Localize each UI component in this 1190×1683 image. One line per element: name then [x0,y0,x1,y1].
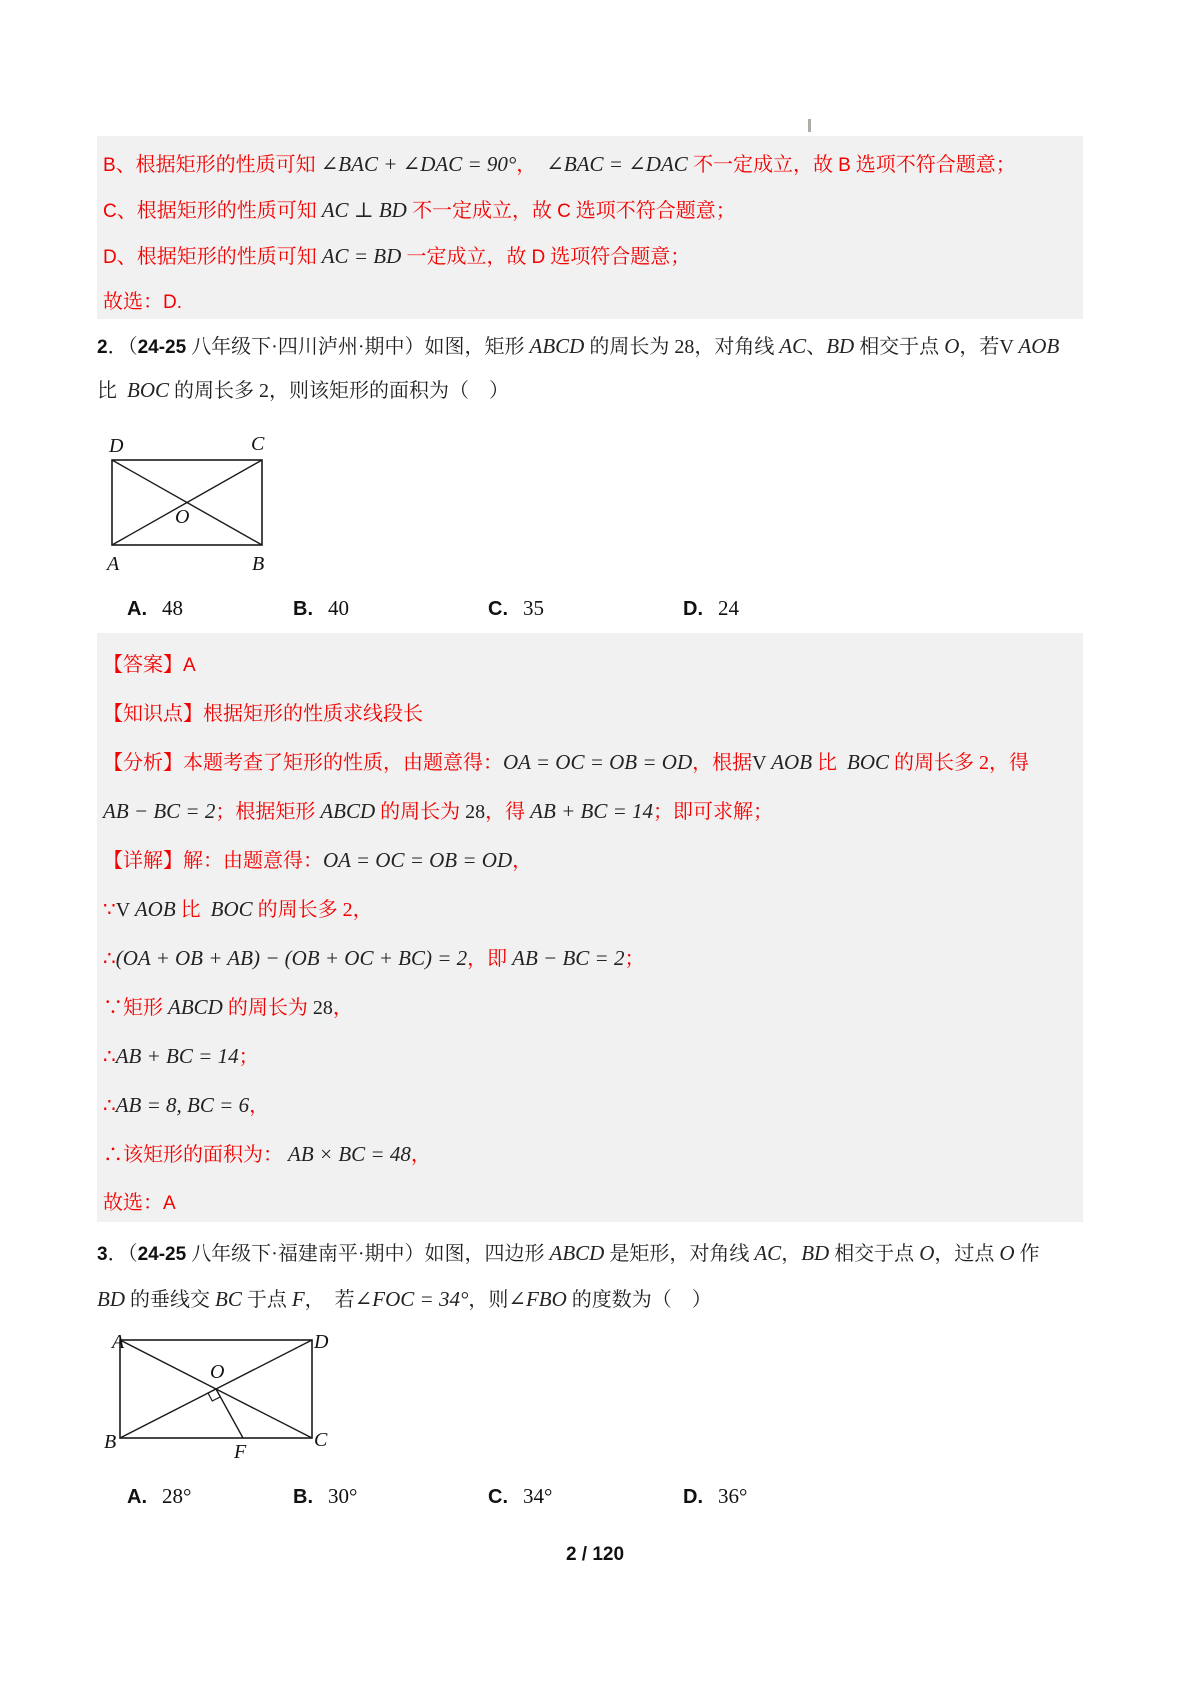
text-segment: BD [826,334,855,358]
text-segment: ，根据 [692,752,753,774]
text-segment: AB + BC = 14 [115,1044,239,1068]
option-value: 34° [523,1484,553,1508]
question-line [97,1277,1172,1323]
text-segment: O [944,334,960,358]
text-segment: BOC [210,897,253,921]
text-segment: 八年级下·四川泸州·期中）如图，矩形 [186,336,530,358]
text-segment: ； [624,948,645,970]
text-segment: 的周长多 2，得 [889,752,1030,774]
text-segment: ABCD [320,799,376,823]
text-segment: BC [215,1287,242,1311]
vertex-label-c: C [314,1429,328,1451]
option-value: 28° [162,1484,192,1508]
option-value: 48 [162,596,183,620]
solution-line [103,142,1073,188]
question-2-figure [105,420,295,590]
text-segment: AB − BC = 2 [103,799,216,823]
text-segment: ∠BAC + ∠DAC = 90° [320,152,517,176]
option-letter: D. [683,1486,703,1508]
text-segment: AC = BD [321,244,407,268]
text-segment: 28 [465,801,486,823]
text-segment: 2 [97,337,108,358]
question-3-stem [97,1231,1172,1323]
text-segment: 【分析】本题考查了矩形的性质，由题意得： [103,752,503,774]
point-label-f: F [234,1441,247,1463]
text-segment: ；根据矩形 [215,801,321,823]
text-segment: AC [754,1241,782,1265]
text-segment: AB × BC = 48 [288,1142,411,1166]
option-b [293,1484,488,1509]
question-3-options [97,1484,1083,1509]
option-letter: B. [293,598,313,620]
text-segment: ， 若 [304,1289,355,1311]
center-label-o: O [175,506,190,528]
stray-cursor-artifact [808,119,811,132]
text-segment: 的度数为（ ） [566,1289,712,1311]
text-segment: OA = OC = OB = OD [503,750,693,774]
option-letter: A. [127,598,147,620]
rectangle-diagram-q2 [105,420,295,585]
text-segment: 不一定成立，故 [412,200,558,222]
option-d [683,596,1083,621]
text-segment: ∴ [103,1095,116,1117]
option-value: 24 [718,596,739,620]
option-value: 30° [328,1484,358,1508]
text-segment: ， [516,154,547,176]
text-segment: 的周长为 28，对角线 [584,336,780,358]
option-b [293,596,488,621]
text-segment: BOC [847,750,890,774]
text-segment: 、根据矩形的性质可知 [116,200,322,222]
text-segment: 比 [175,899,211,921]
option-c [488,1484,683,1509]
text-segment: 3 [97,1244,108,1265]
text-segment: B [838,155,851,176]
text-segment: 八年级下·福建南平·期中）如图，四边形 [186,1243,550,1265]
text-segment: BD [801,1241,830,1265]
question-2-options [97,596,1083,621]
text-segment: ，过点 [934,1243,1000,1265]
solution-line [103,280,1073,325]
text-segment: C [557,201,571,222]
vertex-label-a: A [112,1331,125,1353]
option-d [683,1484,1083,1509]
text-segment: 24-25 [137,1244,187,1265]
text-segment: D. [163,292,182,313]
text-segment: (OA + OB + AB) − (OB + OC + BC) = 2 [115,946,468,970]
analysis-line [103,738,1073,787]
text-segment: 一定成立，故 [406,246,532,268]
text-segment: 故选： [103,1192,163,1214]
text-segment: A [183,655,196,676]
text-segment: ， [781,1243,802,1265]
text-segment: 的周长为 [222,997,313,1019]
text-segment: AC [779,334,807,358]
text-segment: C [103,201,117,222]
detail-line [103,1032,1073,1081]
text-segment: B [103,155,116,176]
page-number: 2 / 120 [565,1544,625,1565]
text-segment: ， [249,1095,270,1117]
option-value: 40 [328,596,349,620]
text-segment: 【详解】解：由题意得： [103,850,323,872]
solution-line [103,1179,1073,1228]
text-segment: 选项符合题意； [545,246,691,268]
text-segment: ∠BAC = ∠DAC [546,152,694,176]
option-letter: B. [293,1486,313,1508]
text-segment: 、 [806,336,827,358]
analysis-line [103,787,1073,836]
option-c [488,596,683,621]
vertex-label-c: C [251,433,265,455]
option-letter: A. [127,1486,147,1508]
option-letter: C. [488,598,508,620]
text-segment: 的周长多 2，则该矩形的面积为（ ） [169,380,509,402]
text-segment: ABCD [549,1241,605,1265]
detail-line [103,1130,1073,1179]
text-segment: V [752,752,772,774]
answer-line [103,641,1073,690]
detail-line [103,885,1073,934]
text-segment: 比 [812,752,848,774]
text-segment: ∠FOC = 34° [354,1287,469,1311]
text-segment: ．（ [107,336,138,358]
text-segment: 是矩形，对角线 [604,1243,755,1265]
text-segment: ∴该矩形的面积为： [103,1144,288,1166]
text-segment: ∵ [103,899,116,921]
text-segment: BD [97,1287,125,1311]
text-segment: 24-25 [137,337,187,358]
text-segment: V [115,899,135,921]
text-segment: AB + BC = 14 [530,799,654,823]
knowledge-point-line [103,690,1073,738]
vertex-label-d: D [109,435,124,457]
text-segment: BOC [127,378,169,402]
text-segment: AC ⊥ BD [321,198,413,222]
rectangle-diagram-q3 [100,1331,345,1471]
text-segment: 的垂线交 [125,1289,215,1311]
text-segment: D [531,247,546,268]
text-segment: ；即可求解； [653,801,774,823]
text-segment: ，即 [467,948,513,970]
option-letter: C. [488,1486,508,1508]
text-segment: AOB [134,897,176,921]
text-segment: 相交于点 [829,1243,920,1265]
text-segment: ，则 [468,1289,509,1311]
text-segment: ，得 [485,801,531,823]
question-line [97,369,1172,413]
text-segment: ， [512,850,533,872]
text-segment: 28 [312,997,333,1019]
vertex-label-d: D [314,1331,329,1353]
text-segment: 的周长为 [375,801,466,823]
text-segment: ， [410,1144,431,1166]
text-segment: ∠FBO [508,1287,567,1311]
text-segment: O [999,1241,1015,1265]
option-letter: D. [683,598,703,620]
text-segment: ．（ [107,1243,138,1265]
text-segment: 【知识点】根据矩形的性质求线段长 [103,703,423,725]
text-segment: 选项不符合题意； [850,154,1016,176]
answer-block-q1 [97,136,1083,319]
text-segment: ，若V [959,336,1019,358]
text-segment: ∵矩形 [103,997,168,1019]
option-value: 36° [718,1484,748,1508]
option-value: 35 [523,596,544,620]
question-3-figure [100,1331,345,1476]
text-segment: 选项不符合题意； [570,200,736,222]
text-segment: ∴ [103,1046,116,1068]
text-segment: AB = 8, BC = 6 [115,1093,250,1117]
option-a [127,596,293,621]
vertex-label-b: B [104,1431,117,1453]
question-line [97,325,1172,369]
text-segment: AB − BC = 2 [512,946,625,970]
text-segment: 于点 [241,1289,292,1311]
detail-line [103,934,1073,983]
text-segment: 、根据矩形的性质可知 [116,246,322,268]
text-segment: 的周长多 2， [252,899,373,921]
text-segment: OA = OC = OB = OD [323,848,513,872]
question-2-stem [97,325,1172,413]
answer-block-q2 [97,633,1083,1222]
option-a [127,1484,293,1509]
text-segment: 、根据矩形的性质可知 [115,154,321,176]
text-segment: 作 [1014,1243,1040,1265]
text-segment: ； [238,1046,259,1068]
text-segment: AOB [1018,334,1060,358]
solution-line [103,188,1073,234]
solution-line [103,234,1073,280]
text-segment: 故选： [103,291,163,313]
center-label-o: O [210,1361,225,1383]
text-segment: ， [332,997,353,1019]
detail-line [103,983,1073,1032]
vertex-label-b: B [252,553,265,575]
text-segment: ∴ [103,948,116,970]
text-segment: AOB [771,750,813,774]
text-segment: O [919,1241,935,1265]
text-segment: F [291,1287,305,1311]
text-segment: 【答案】 [103,654,183,676]
text-segment: D [103,247,117,268]
text-segment: ABCD [168,995,223,1019]
text-segment: 不一定成立，故 [693,154,839,176]
text-segment: 比 [97,380,127,402]
detail-line [103,836,1073,885]
vertex-label-a: A [107,553,120,575]
question-line [97,1231,1172,1277]
text-segment: ABCD [529,334,585,358]
detail-line [103,1081,1073,1130]
text-segment: 相交于点 [854,336,945,358]
text-segment: A [163,1193,176,1214]
